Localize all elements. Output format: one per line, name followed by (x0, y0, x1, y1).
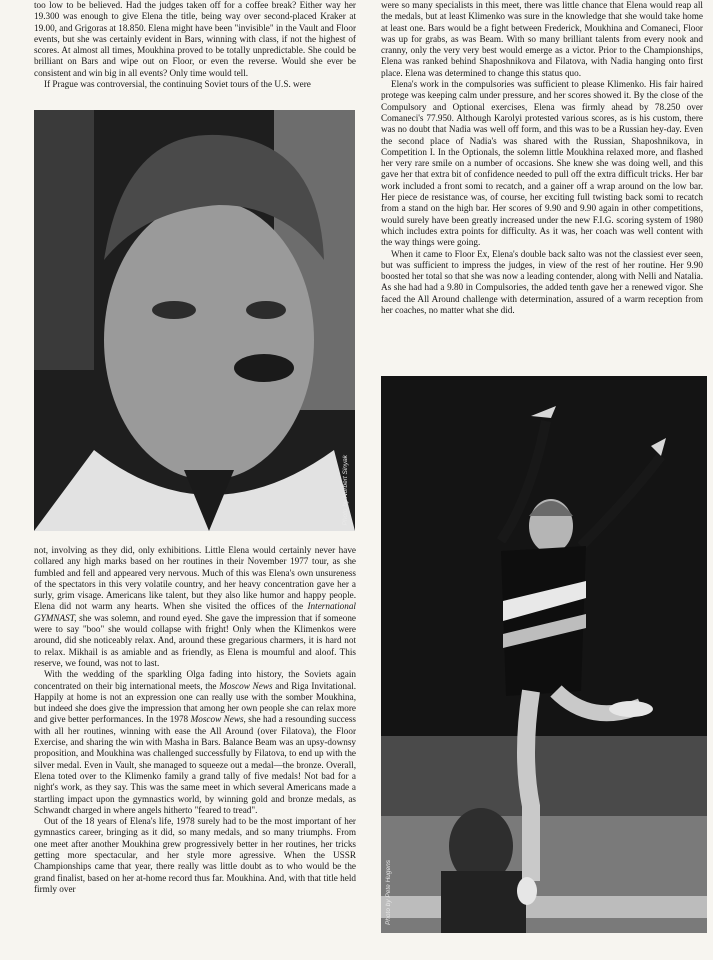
photo-credit: Photo by Pete Hugens (385, 859, 392, 925)
publication-title: International GYMNAST, (34, 601, 356, 623)
balance-beam-photo (381, 376, 707, 933)
paragraph: Elena's work in the compulsories was sufficient to please Klimenko. His fair haired protege was keeping calm under pressure, and her scores showed it. By the close of the Compulsory and Optional exercises, Elena was firmly ahead by 78.250 over Comaneci's 77.950. Although Karolyi protested various scores, as is his custom, there was no doubt that Nadia was well off form, and this was to be a Russian hey-day. Even the second place of Nadia's was shared with the Russian, Shaposhnikova, in Competition I. In the Optionals, the solemn little Moukhina relaxed more, and flashed her very rare smile on a number of occasions. She knew she was doing well, and this gave her that extra bit of confidence needed to pull off the extra difficult tricks. Her bar work included a front somi to recatch, and a gainer off a wrap around on the low bar. Her piece de resistance was, of course, her exciting full twisting back somi to recatch from a stand on the high bar. Her scores of 9.90 and 9.90 again in other competitions, would surely have been greatly increased under the new F.I.G. scoring system of 1980 which includes extra points for difficulty. As it was, her coach was well content with the way things were going. (381, 79, 703, 248)
paragraph: were so many specialists in this meet, there was little chance that Elena would reap all the medals, but at least Klimenko was sure in the knowledge that she would take home at least one. Bars would be a fight between Frederick, Moukhina and Comaneci, Floor was up for grabs, as was Beam. With so many brilliant talents from every nook and cranny, only the very very best would emerge as a victor. Prior to the Championships, Elena was ranked behind Shaposhnikova and Filatova, with Nadia hanging onto first place. Elena was determined to change this status quo. (381, 0, 703, 78)
paragraph: too low to be believed. Had the judges taken off for a coffee break? Either way her 19.300 was enough to give Elena the title, being way over second-placed Kraker at 19.00, and Grigoras at 18.850. Elena might have been "invisible" in the Vault and Floor events, but she was certainly evident in Bars, winning with class, if not the highest of scores. At almost all times, Moukhina proved to be totally unpredictable. She could be brilliant on Bars and wipe out on Floor, or even the reverse. Would she ever be consistent and win big in all events? Only time would tell. (34, 0, 356, 78)
paragraph: Out of the 18 years of Elena's life, 1978 surely had to be the most important of her gymnastics career, bringing as it did, so many medals, and so many triumphs. From one meet after another Moukhina grew progressively better in her routines, her tricks getting more spectacular, and her style more agressive. When the USSR Championships came that year, there really was little doubt as to who would be the grand finalist, based on her at-home record thus far. Moukhina. And, with that title held firmly over (34, 816, 356, 894)
publication-title: Moscow News (219, 680, 273, 691)
text-run: she was solemn, and round eyed. She gave the impression that if someone were to say "boo" she would collapse with fright! Only when the Klimenkos were around, did she noticeably relax. And, around these gregarious charmers, it is hard not to relax. Mikhail is as amiable and as friendly, as Elena is moumful and aloof. This reserve, we found, was not to last. (34, 612, 356, 668)
text-run: not, involving as they did, only exhibitions. Little Elena would certainly never have collared any high marks based on her routines in their November 1977 tour, as she fumbled and fell and appeared very nervous. Much of this was Elena's own unsureness of the spectators in this very volatile country, and her heavy concentration gave her a surly, grim visage. Americans like talent, but they also like humor and happy people. Elena did not warm any hearts. When she visited the offices of the (34, 545, 356, 612)
text-run: she had a resounding success with all her routines, winning with ease the All Around (over Filatova), the Floor Exercise, and sharing the win with Masha in Bars. Balance Beam was an upsy-downsy proposition, and Moukhina was challenged successfully by Filatova, to end up with the silver medal. Even in Vault, she managed to squeeze out a medal—the bronze. Overall, Elena toted over to the Klimenko family a grand tally of five medals! Not bad for a night's work, as they say. This was the same meet in which several Americans made a startling impact upon the gymnastics world, by winning gold and bronze medals, as Schwandt charged in where angels hitherto "feared to tread". (34, 714, 356, 815)
text-run: and Riga Invitational. Happily at home is not an expression one can really use with the somber Moukhina, but indeed she does give the impression that among her own people she can relax more and give better performances. In the 1978 (34, 680, 356, 725)
photo-credit: Photo by Norbert Sinyak (342, 454, 349, 525)
paragraph (34, 669, 356, 816)
balance-beam-photo-art (381, 376, 707, 933)
left-column-bottom (34, 545, 356, 955)
paragraph: When it came to Floor Ex, Elena's double back salto was not the classiest ever seen, but was sufficient to impress the judges, in view of the rest of her routine. Her 9.90 boosted her total so that she was now a leading contender, along with Nelli and Natalia. As she had had a 9.80 in Compulsories, the added tenth gave her a renewed vigor. She faced the All Around challenge with determination, assured of a warm reception from her coaches, no matter what she did. (381, 248, 703, 316)
left-column-top (34, 0, 356, 104)
portrait-photo (34, 110, 355, 531)
portrait-photo-art (34, 110, 355, 531)
text-run: With the wedding of the sparkling Olga fading into history, the Soviets again concentrated on their big international meets, the (34, 669, 356, 691)
paragraph (34, 545, 356, 669)
paragraph: If Prague was controversial, the continuing Soviet tours of the U.S. were (44, 79, 311, 90)
right-column-top (381, 0, 703, 366)
publication-title: Moscow News, (190, 714, 246, 725)
